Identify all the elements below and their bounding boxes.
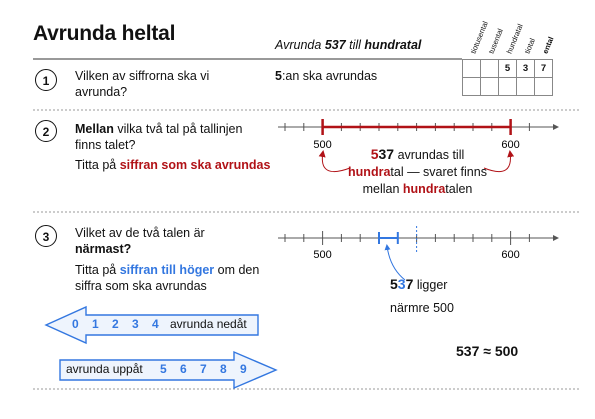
pv-cell: 5 xyxy=(499,60,517,78)
step3-hint-prefix: Titta på xyxy=(75,263,120,277)
step3-question-bold: närmast? xyxy=(75,242,132,256)
exp-line1-rest: avrundas till xyxy=(394,148,465,162)
result-text: 537 ≈ 500 xyxy=(456,343,519,359)
round-down-label: avrunda nedåt xyxy=(170,317,247,331)
down-digit: 1 xyxy=(92,317,99,331)
exp-num-rest: 37 xyxy=(378,146,395,162)
up-digit: 6 xyxy=(180,362,187,376)
pv-label-ental: ental xyxy=(540,35,556,55)
step2-hint-red: siffran som ska avrundas xyxy=(119,158,271,172)
subtitle-mid: till xyxy=(345,38,365,52)
exp-word2-red: hundra xyxy=(402,182,446,196)
page-title: Avrunda heltal xyxy=(33,22,176,45)
down-digit: 0 xyxy=(72,317,79,331)
pv-cell: 3 xyxy=(517,60,535,78)
step2-question-bold: Mellan xyxy=(75,122,114,136)
pv-cell: 7 xyxy=(535,60,553,78)
round-down-content xyxy=(72,317,247,331)
subtitle-target: hundratal xyxy=(364,38,422,52)
exp-digit: 5 xyxy=(370,146,379,162)
step-number-1: 1 xyxy=(35,69,57,91)
pv-label-hundratal: hundratal xyxy=(504,22,525,56)
step1-question: Vilken av siffrorna ska vi avrunda? xyxy=(75,69,210,99)
step3-hint-rest: om den siffra som ska avrundas xyxy=(75,263,260,293)
tick-label-500: 500 xyxy=(313,249,332,261)
down-digit: 2 xyxy=(112,317,119,331)
up-digit: 5 xyxy=(160,362,167,376)
num-digit-5: 5 xyxy=(390,276,398,292)
step1-answer-rest: :an ska avrundas xyxy=(281,69,378,83)
subtitle-prefix: Avrunda xyxy=(275,38,325,52)
step3-num: 3 xyxy=(42,230,50,244)
up-digit: 7 xyxy=(200,362,207,376)
tick-label-500: 500 xyxy=(313,139,332,151)
up-digit: 8 xyxy=(220,362,227,376)
exp-word1-rest: tal — svaret finns xyxy=(390,165,487,179)
step2-question-rest: vilka två tal på tallinjen finns talet? xyxy=(75,122,243,152)
pv-label-tiotusental: tiotusental xyxy=(468,19,490,55)
exp-line3-prefix: mellan xyxy=(362,182,403,196)
step2-hint-prefix: Titta på xyxy=(75,158,120,172)
closer-text: närmre 500 xyxy=(390,301,454,315)
num-digit-7: 7 xyxy=(405,276,414,292)
pv-label-tusental: tusental xyxy=(486,27,505,55)
step2-num: 2 xyxy=(42,125,50,139)
num-digit-3: 3 xyxy=(397,276,406,292)
lies-text: ligger xyxy=(413,278,448,292)
tick-label-600: 600 xyxy=(501,139,520,151)
step1-answer-digit: 5 xyxy=(275,69,282,83)
round-up-label: avrunda uppåt xyxy=(66,362,143,376)
step3-hint-blue: siffran till höger xyxy=(119,263,215,277)
exp-word2-rest: talen xyxy=(445,182,473,196)
subtitle-number: 537 xyxy=(324,38,346,52)
round-up-content xyxy=(66,362,256,376)
exp-word1-red: hundra xyxy=(348,165,391,179)
tick-label-600: 600 xyxy=(501,249,520,261)
down-digit: 3 xyxy=(132,317,139,331)
step3-question-line1: Vilket av de två talen är xyxy=(75,226,205,240)
pv-label-tiotal: tiotal xyxy=(522,36,537,55)
down-digit: 4 xyxy=(152,317,159,331)
up-digit: 9 xyxy=(240,362,247,376)
